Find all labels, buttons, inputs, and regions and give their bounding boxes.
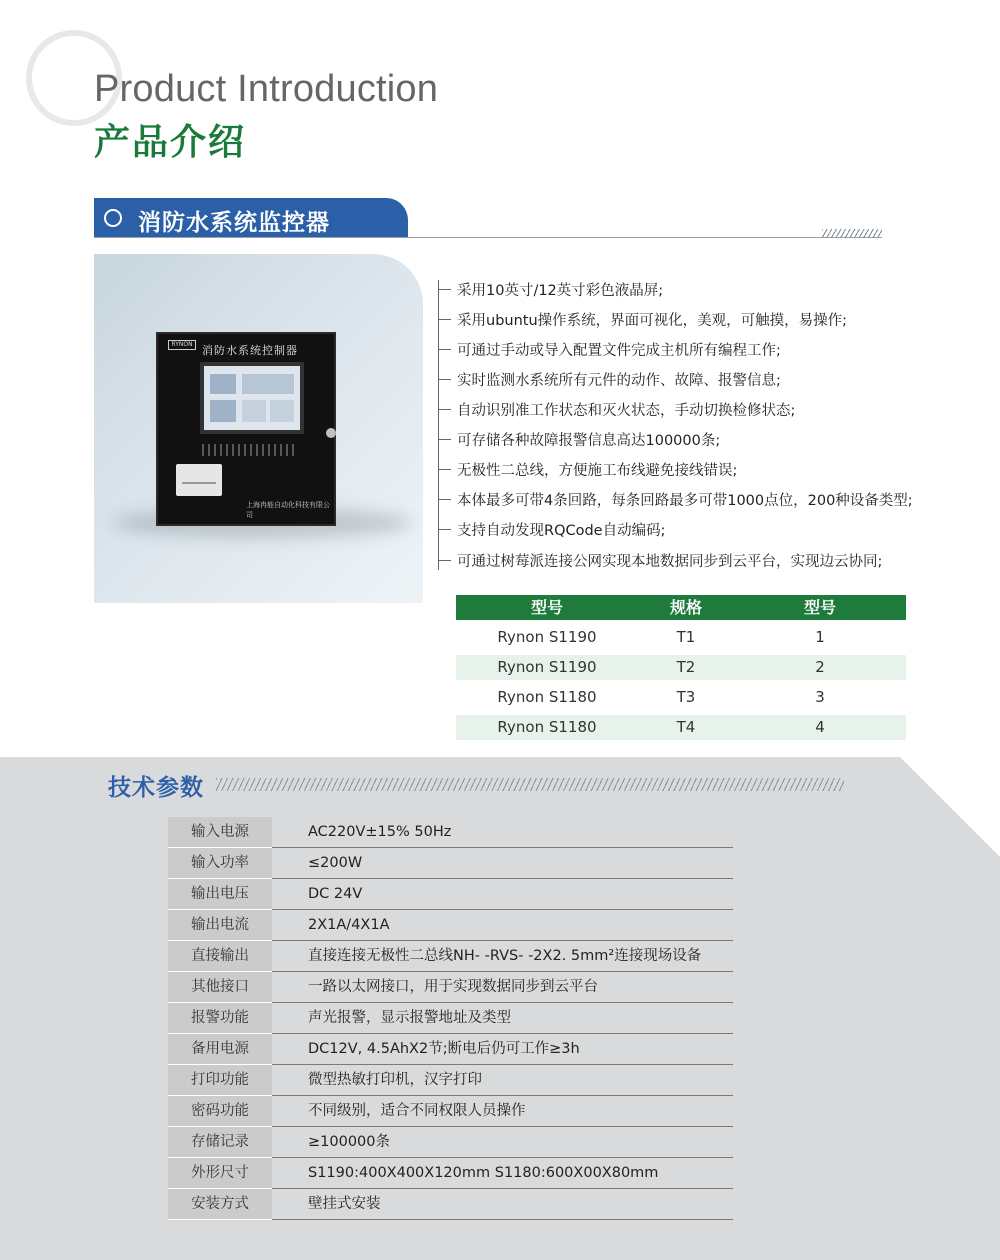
spec-key: 其他接口 bbox=[168, 972, 272, 1003]
spec-value: ≤200W bbox=[272, 848, 733, 879]
page-title-chinese: 产品介绍 bbox=[94, 122, 247, 163]
spec-key: 输出电压 bbox=[168, 879, 272, 910]
key-lock-icon bbox=[326, 428, 336, 438]
spec-value: 壁挂式安装 bbox=[272, 1189, 733, 1220]
hatch-decoration bbox=[822, 229, 882, 238]
section-divider bbox=[94, 237, 882, 238]
feature-item: 可存储各种故障报警信息高达100000条; bbox=[439, 430, 720, 448]
spec-key: 密码功能 bbox=[168, 1096, 272, 1127]
spec-row bbox=[168, 910, 733, 941]
spec-row bbox=[168, 879, 733, 910]
spec-value: 2X1A/4X1A bbox=[272, 910, 733, 941]
circle-icon bbox=[104, 209, 122, 227]
spec-row bbox=[168, 817, 733, 848]
spec-key: 安装方式 bbox=[168, 1189, 272, 1220]
spec-key: 输出电流 bbox=[168, 910, 272, 941]
spec-key: 输入电源 bbox=[168, 817, 272, 848]
feature-item: 实时监测水系统所有元件的动作、故障、报警信息; bbox=[439, 370, 781, 388]
spec-row bbox=[168, 1034, 733, 1065]
tech-title: 技术参数 bbox=[108, 775, 204, 801]
feature-list bbox=[438, 280, 948, 570]
spec-key: 报警功能 bbox=[168, 1003, 272, 1034]
table-row: Rynon S1190 T1 1 bbox=[497, 628, 825, 646]
feature-item: 自动识别准工作状态和灭火状态，手动切换检修状态; bbox=[439, 400, 795, 418]
table-row: Rynon S1190 T2 2 bbox=[456, 655, 906, 680]
spec-row bbox=[168, 1127, 733, 1158]
spec-value: 不同级别，适合不同权限人员操作 bbox=[272, 1096, 733, 1127]
table-row: Rynon S1180 T4 4 bbox=[456, 715, 906, 740]
spec-row bbox=[168, 972, 733, 1003]
spec-key: 直接输出 bbox=[168, 941, 272, 972]
spec-key: 备用电源 bbox=[168, 1034, 272, 1065]
spec-value: 一路以太网接口，用于实现数据同步到云平台 bbox=[272, 972, 733, 1003]
device-screen bbox=[200, 362, 304, 434]
spec-value: S1190:400X400X120mm S1180:600X00X80mm bbox=[272, 1158, 733, 1189]
feature-item: 采用10英寸/12英寸彩色液晶屏; bbox=[439, 280, 663, 298]
table-header bbox=[456, 595, 906, 620]
spec-row bbox=[168, 1158, 733, 1189]
feature-item: 无极性二总线，方便施工布线避免接线错误; bbox=[439, 460, 737, 478]
spec-key: 打印功能 bbox=[168, 1065, 272, 1096]
spec-value: DC 24V bbox=[272, 879, 733, 910]
header-cell: 型号 bbox=[530, 598, 563, 617]
spec-row bbox=[168, 1065, 733, 1096]
spec-value: 微型热敏打印机，汉字打印 bbox=[272, 1065, 733, 1096]
spec-row bbox=[168, 1003, 733, 1034]
controller-device bbox=[156, 332, 336, 526]
hatch-decoration bbox=[216, 778, 844, 791]
feature-item: 本体最多可带4条回路，每条回路最多可带1000点位，200种设备类型; bbox=[439, 490, 913, 508]
printer-slot bbox=[176, 464, 222, 496]
header-cell: 规格 bbox=[669, 598, 702, 617]
table-row: Rynon S1180 T3 3 bbox=[497, 688, 825, 706]
indicator-lights bbox=[202, 444, 294, 456]
feature-item: 支持自动发现RQCode自动编码; bbox=[439, 520, 666, 538]
spec-key: 外形尺寸 bbox=[168, 1158, 272, 1189]
feature-item: 可通过树莓派连接公网实现本地数据同步到云平台，实现边云协同; bbox=[439, 551, 882, 569]
spec-value: ≥100000条 bbox=[272, 1127, 733, 1158]
corner-cut-decoration bbox=[900, 757, 1000, 857]
section-header bbox=[94, 198, 408, 238]
device-logo: RYNON bbox=[168, 340, 196, 350]
device-name: 消防水系统控制器 bbox=[202, 344, 298, 357]
spec-row bbox=[168, 1096, 733, 1127]
feature-item: 可通过手动或导入配置文件完成主机所有编程工作; bbox=[439, 340, 781, 358]
spec-row bbox=[168, 1189, 733, 1220]
spec-value: 声光报警，显示报警地址及类型 bbox=[272, 1003, 733, 1034]
product-photo bbox=[94, 254, 423, 603]
page-title-english: Product Introduction bbox=[94, 68, 439, 110]
section-title: 消防水系统监控器 bbox=[138, 210, 330, 236]
spec-key: 存储记录 bbox=[168, 1127, 272, 1158]
header-cell: 型号 bbox=[803, 598, 836, 617]
device-company: 上海冉能自动化科技有限公司 bbox=[246, 501, 330, 519]
spec-row bbox=[168, 941, 733, 972]
spec-value: AC220V±15% 50Hz bbox=[272, 817, 733, 848]
spec-value: DC12V, 4.5AhX2节;断电后仍可工作≥3h bbox=[272, 1034, 733, 1065]
spec-row bbox=[168, 848, 733, 879]
models-table bbox=[456, 595, 906, 740]
spec-key: 输入功率 bbox=[168, 848, 272, 879]
specs-table bbox=[168, 817, 733, 1220]
feature-item: 采用ubuntu操作系统，界面可视化，美观，可触摸，易操作; bbox=[439, 310, 847, 328]
spec-value: 直接连接无极性二总线NH- -RVS- -2X2. 5mm²连接现场设备 bbox=[272, 941, 733, 972]
